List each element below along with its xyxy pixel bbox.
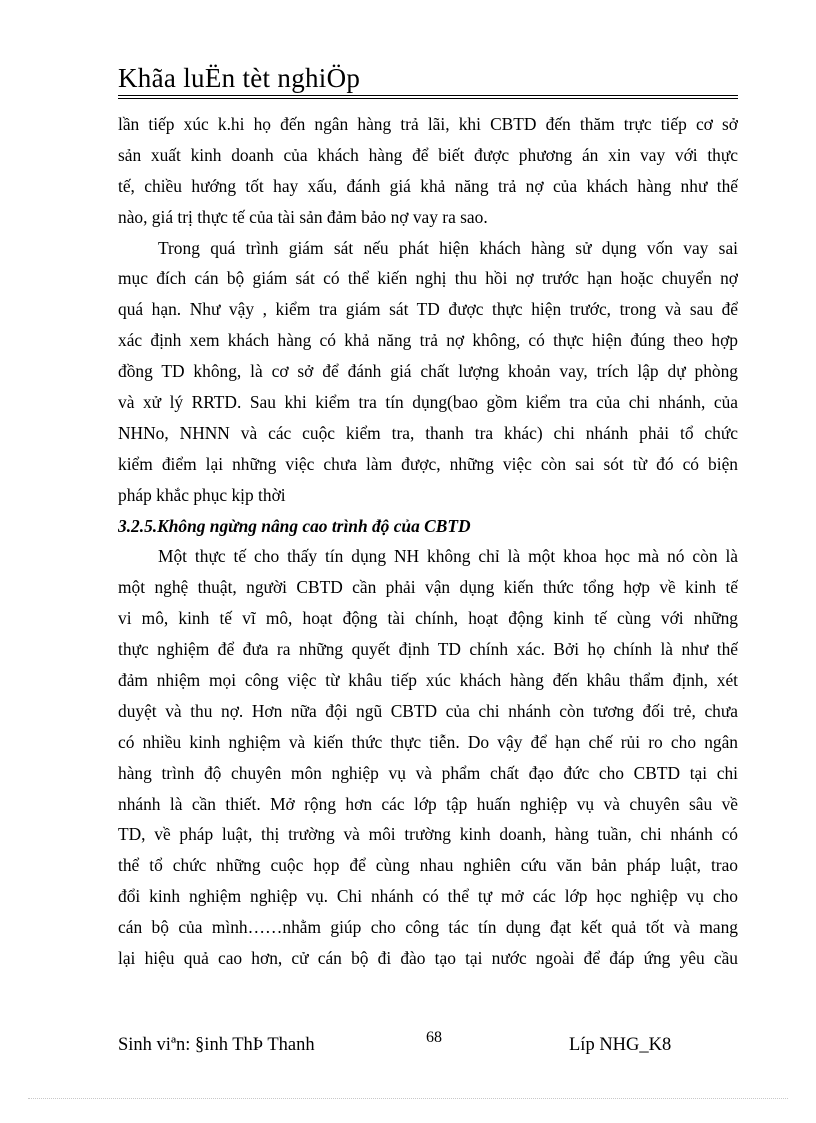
footer-class: Líp NHG_K8 bbox=[569, 1035, 672, 1055]
body-text bbox=[118, 109, 738, 974]
header-title: Khãa luËn tèt nghiÖp bbox=[118, 63, 361, 93]
text-line: thể tổ chức những cuộc họp để cùng nhau nghiên cứu văn bản pháp luật, trao bbox=[118, 855, 738, 876]
text-line: đồng TD không, là cơ sở để đánh giá chất lượng khoản vay, trích lập dự phòng bbox=[118, 361, 738, 382]
text-line: nào, giá trị thực tế của tài sản đảm bảo nợ vay ra sao. bbox=[118, 206, 488, 227]
text-line: đảm nhiệm mọi công việc từ khâu tiếp xúc khách hàng đến khâu thẩm định, xét bbox=[118, 670, 738, 691]
text-line: kiểm điểm lại những việc chưa làm được, những việc còn sai sót từ đó có biện bbox=[118, 453, 738, 474]
text-line: thực nghiệm để đưa ra những quyết định TD chính xác. Bởi họ chính là như thế bbox=[118, 639, 738, 660]
text-line: nhánh là cần thiết. Mở rộng hơn các lớp tập huấn nghiệp vụ và chuyên sâu về bbox=[118, 793, 738, 814]
text-line: xác định xem khách hàng có khả năng trả nợ không, có thực hiện đúng theo hợp bbox=[118, 330, 738, 351]
text-line: Một thực tế cho thấy tín dụng NH không chỉ là một khoa học mà nó còn là bbox=[158, 546, 738, 567]
section-heading: 3.2.5.Không ngừng nâng cao trình độ của CBTD bbox=[118, 515, 471, 536]
text-line: và xử lý RRTD. Sau khi kiểm tra tín dụng(bao gồm kiểm tra của chi nhánh, của bbox=[118, 392, 738, 413]
text-line: quá hạn. Như vậy , kiểm tra giám sát TD được thực hiện trước, trong và sau để bbox=[118, 299, 738, 320]
text-line: duyệt và thu nợ. Hơn nữa đội ngũ CBTD của chi nhánh còn tương đối trẻ, chưa bbox=[118, 700, 738, 721]
text-line: mục đích cán bộ giám sát có thể kiến nghị thu hồi nợ trước hạn hoặc chuyển nợ bbox=[118, 268, 738, 289]
text-line: pháp khắc phục kịp thời bbox=[118, 484, 286, 505]
text-line: một nghệ thuật, người CBTD cần phải vận dụng kiến thức tổng hợp về kinh tế bbox=[118, 577, 738, 598]
text-line: tế, chiều hướng tốt hay xấu, đánh giá khả năng trả nợ của khách hàng như thế bbox=[118, 175, 738, 196]
text-line: sản xuất kinh doanh của khách hàng để biết được phương án xin vay với thực bbox=[118, 144, 738, 165]
text-line: hàng trình độ chuyên môn nghiệp vụ và phẩm chất đạo đức cho CBTD tại chi bbox=[118, 762, 738, 783]
text-line: lại hiệu quả cao hơn, cử cán bộ đi đào tạo tại nước ngoài để đáp ứng yêu cầu bbox=[118, 948, 738, 969]
text-line: có nhiều kinh nghiệm và kiến thức thực tiễn. Do vậy để hạn chế rủi ro cho ngân bbox=[118, 731, 738, 752]
text-line: đổi kinh nghiệm nghiệp vụ. Chi nhánh có thể tự mở các lớp học nghiệp vụ cho bbox=[118, 886, 738, 907]
header-rule bbox=[118, 95, 738, 99]
text-line: TD, về pháp luật, thị trường và môi trường kinh doanh, hàng tuần, chi nhánh có bbox=[118, 824, 738, 845]
text-line: lần tiếp xúc k.hi họ đến ngân hàng trả lãi, khi CBTD đến thăm trực tiếp cơ sở bbox=[118, 114, 738, 134]
page-bottom-divider bbox=[28, 1098, 788, 1099]
text-line: Trong quá trình giám sát nếu phát hiện khách hàng sử dụng vốn vay sai bbox=[158, 237, 738, 258]
footer-student: Sinh viªn: §inh ThÞ Thanh bbox=[118, 1035, 315, 1055]
page-number: 68 bbox=[426, 1029, 442, 1046]
text-line: cán bộ của mình……nhằm giúp cho công tác tín dụng đạt kết quả tốt và mang bbox=[118, 917, 738, 938]
text-line: NHNo, NHNN và các cuộc kiểm tra, thanh tra khác) chi nhánh phải tổ chức bbox=[118, 422, 738, 443]
text-line: vi mô, kinh tế vĩ mô, hoạt động tài chính, hoạt động kinh tế cùng với những bbox=[118, 608, 738, 629]
